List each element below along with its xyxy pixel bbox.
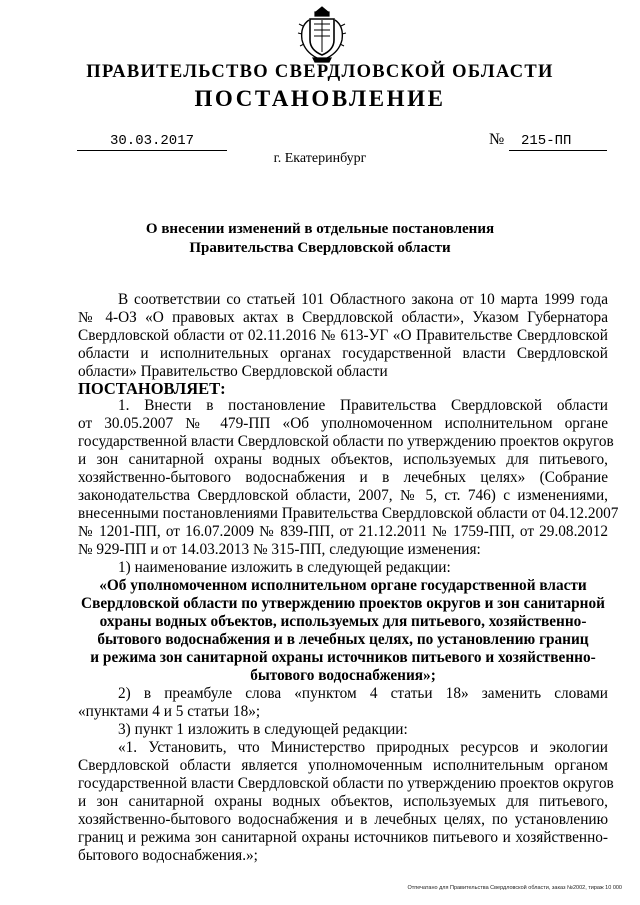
city: г. Екатеринбург (273, 151, 367, 166)
item-line: и зон санитарной охраны водных объектов, используемых для питьевого, (78, 451, 608, 468)
item-line: от 30.05.2007 № 479-ПП «Об уполномоченном исполнительном органе (78, 415, 608, 432)
print-footer: Отпечатано для Правительства Свердловской области, заказ №2002, тираж 10 000 (407, 885, 622, 891)
new-title-line: Свердловской области по утверждению проектов округов и зон санитарной (81, 595, 605, 612)
new-title-line: и режима зон санитарной охраны источников питьевого и хозяйственно- (90, 649, 596, 666)
new-title-line: охраны водных объектов, используемых для питьевого, хозяйственно- (99, 613, 587, 630)
preamble-line: области» Правительство Свердловской области (78, 363, 388, 380)
document-date: 30.03.2017 (109, 133, 194, 149)
number-sign: № (489, 131, 505, 148)
point-line: границ и режима зон санитарной охраны источников питьевого и хозяйственно- (78, 829, 608, 846)
subitem-1: 1) наименование изложить в следующей редакции: (118, 559, 451, 576)
subject-line: О внесении изменений в отдельные постановления (145, 221, 495, 237)
preamble-line: № 4-ОЗ «О правовых актах в Свердловской области», Указом Губернатора (78, 309, 608, 326)
decree-word: ПОСТАНОВЛЯЕТ: (78, 379, 226, 398)
subject-line: Правительства Свердловской области (189, 240, 451, 256)
item-line: 1. Внести в постановление Правительства Свердловской области (118, 397, 608, 414)
point-line: государственной власти Свердловской области по утверждению проектов округов (78, 775, 614, 792)
document-number: 215-ПП (521, 133, 572, 149)
point-line: Свердловской области является уполномоченным исполнительным органом (78, 757, 608, 774)
subitem-2: «пунктами 4 и 5 статьи 18»; (78, 703, 261, 720)
new-title-line: бытового водоснабжения и в лечебных целях, по установлению границ (97, 631, 589, 648)
point-line: «1. Установить, что Министерство природных ресурсов и экологии (118, 739, 608, 756)
government-title: ПРАВИТЕЛЬСТВО СВЕРДЛОВСКОЙ ОБЛАСТИ (86, 62, 554, 82)
point-line: и зон санитарной охраны водных объектов, используемых для питьевого, (78, 793, 608, 810)
item-line: № 1201-ПП, от 16.07.2009 № 839-ПП, от 21.12.2011 № 1759-ПП, от 29.08.2012 (78, 523, 608, 540)
document-type: ПОСТАНОВЛЕНИЕ (194, 86, 446, 111)
item-line: государственной власти Свердловской области по утверждению проектов округов (78, 433, 614, 450)
item-line: законодательства Свердловской области, 2007, № 5, ст. 746) с изменениями, (78, 487, 608, 504)
new-title-line: бытового водоснабжения»; (250, 667, 436, 684)
new-title-line: «Об уполномоченном исполнительном органе государственной власти (99, 577, 587, 594)
item-line: внесенными постановлениями Правительства Свердловской области от 04.12.2007 (78, 505, 619, 522)
preamble-line: В соответствии со статьей 101 Областного закона от 10 марта 1999 года (118, 291, 608, 308)
coat-of-arms-emblem (297, 6, 347, 64)
preamble-line: области и исполнительных органах государственной власти Свердловской (78, 345, 608, 362)
subitem-3: 3) пункт 1 изложить в следующей редакции: (118, 721, 408, 738)
preamble-line: Свердловской области от 02.11.2016 № 613-УГ «О Правительстве Свердловской (78, 327, 608, 344)
subitem-2: 2) в преамбуле слова «пунктом 4 статьи 18» заменить словами (118, 685, 608, 702)
point-line: хозяйственно-бытового водоснабжения и в лечебных целях, по установлению (78, 811, 608, 828)
item-line: № 929-ПП и от 14.03.2013 № 315-ПП, следующие изменения: (78, 541, 481, 558)
item-line: хозяйственно-бытового водоснабжения и в лечебных целях» (Собрание (78, 469, 608, 486)
point-line: бытового водоснабжения.»; (78, 847, 258, 864)
